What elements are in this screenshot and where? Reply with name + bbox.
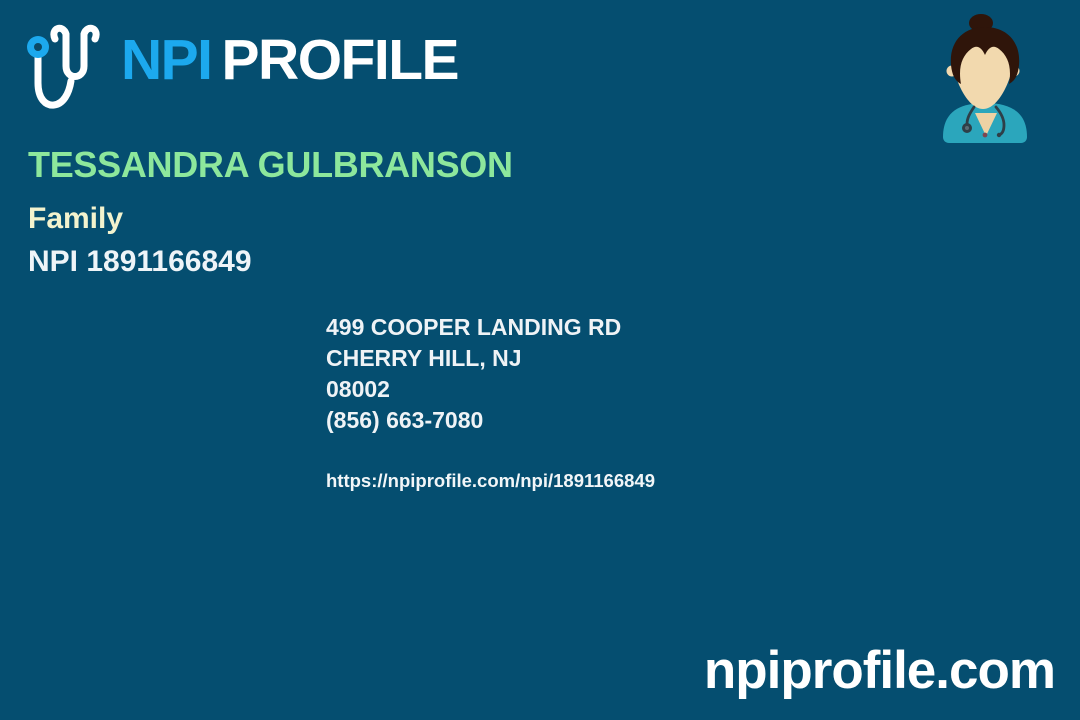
provider-taxonomy: Family [28,202,124,235]
brand-name-second: PROFILE [221,28,459,92]
brand-logo-text [121,14,458,106]
brand-name-first: NPI [121,28,212,92]
stethoscope-icon [24,24,110,112]
footer-wordmark: npiprofile.com [703,641,1055,700]
provider-npi-number: NPI 1891166849 [28,245,252,278]
address-postal-code: 08002 [326,376,390,402]
nurse-avatar [936,13,1034,143]
address-block [326,312,621,436]
profile-url-link[interactable]: https://npiprofile.com/npi/1891166849 [326,470,655,491]
brand-logo [24,22,544,114]
phone-number: (856) 663-7080 [326,407,484,433]
address-line2: CHERRY HILL, NJ [326,345,522,371]
address-line1: 499 COOPER LANDING RD [326,314,622,340]
provider-name: TESSANDRA GULBRANSON [28,144,513,185]
